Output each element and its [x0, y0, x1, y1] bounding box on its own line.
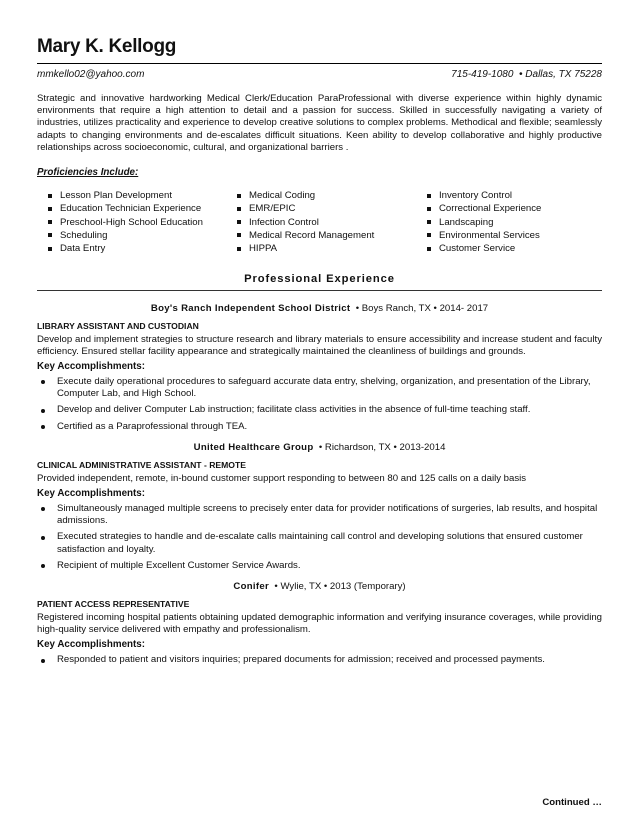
employer-line: United Healthcare Group • Richardson, TX • 2013-2014	[193, 441, 446, 453]
accomplishment-list	[37, 503, 602, 572]
proficiency-item: Landscaping	[416, 216, 541, 229]
proficiency-item: EMR/EPIC	[226, 202, 416, 215]
proficiency-item: Infection Control	[226, 216, 416, 229]
proficiencies-title: Proficiencies Include:	[37, 167, 139, 179]
job-description: Registered incoming hospital patients obtaining updated demographic information and verifying insurance coverages, while providing high-quality service delivered with empathy and professionalism.	[37, 611, 602, 636]
resume-page	[37, 36, 602, 671]
phone-number: 715-419-1080	[451, 69, 514, 80]
square-bullet-icon	[48, 207, 52, 211]
square-bullet-icon	[427, 194, 431, 198]
proficiency-item: Correctional Experience	[416, 202, 541, 215]
bullet-icon	[41, 564, 45, 568]
square-bullet-icon	[427, 247, 431, 251]
square-bullet-icon	[237, 247, 241, 251]
proficiency-item: HIPPA	[226, 242, 416, 255]
continued-note: Continued …	[542, 797, 602, 808]
employer-details: Wylie, TX • 2013 (Temporary)	[280, 580, 406, 592]
candidate-name: Mary K. Kellogg	[37, 36, 177, 57]
square-bullet-icon	[427, 220, 431, 224]
job-title: PATIENT ACCESS REPRESENTATIVE	[37, 598, 190, 609]
employer-details: Boys Ranch, TX • 2014- 2017	[361, 302, 489, 314]
square-bullet-icon	[237, 220, 241, 224]
job-entry	[37, 441, 602, 572]
email-link[interactable]: mmkello02@yahoo.com	[37, 69, 145, 80]
proficiency-item: Preschool-High School Education	[37, 216, 226, 229]
proficiency-item: Data Entry	[37, 242, 226, 255]
square-bullet-icon	[427, 207, 431, 211]
accomplishment-item: Execute daily operational procedures to safeguard accurate data entry, shelving, organization, and presentation of the Library, Computer Lab, and High School.	[37, 376, 602, 400]
square-bullet-icon	[48, 194, 52, 198]
square-bullet-icon	[48, 220, 52, 224]
square-bullet-icon	[48, 233, 52, 237]
accomplishment-item: Simultaneously managed multiple screens to precisely enter data for provider notifications of surgeries, lab results, and hospital admissions.	[37, 503, 602, 527]
accomplishment-item: Develop and deliver Computer Lab instruction; facilitate class activities in the absence of full-time teaching staff.	[37, 404, 602, 416]
proficiency-column	[416, 189, 541, 255]
proficiency-item: Medical Coding	[226, 189, 416, 202]
square-bullet-icon	[48, 247, 52, 251]
square-bullet-icon	[427, 233, 431, 237]
square-bullet-icon	[237, 194, 241, 198]
job-title: CLINICAL ADMINISTRATIVE ASSISTANT - REMOTE	[37, 459, 246, 470]
job-entry	[37, 302, 602, 433]
contact-line	[37, 68, 602, 81]
bullet-icon	[41, 425, 45, 429]
square-bullet-icon	[237, 207, 241, 211]
bullet-icon	[41, 507, 45, 511]
employer-name: Conifer	[233, 580, 270, 592]
job-description: Provided independent, remote, in-bound customer support responding to between 80 and 125 calls on a daily basis	[37, 472, 527, 484]
proficiency-column	[226, 189, 416, 255]
proficiencies-grid	[37, 189, 602, 255]
employer-line: Conifer • Wylie, TX • 2013 (Temporary)	[233, 580, 406, 592]
key-accomplishments-label: Key Accomplishments:	[37, 487, 145, 499]
bullet-icon	[41, 409, 45, 413]
accomplishment-list	[37, 654, 602, 666]
location: Dallas, TX 75228	[525, 69, 602, 80]
job-description: Develop and implement strategies to structure research and library materials to ensure accessibility and increase student and faculty efficiency. Ensured stellar facility appearance and strategically maintained the cleanliness of buildings and grounds.	[37, 333, 602, 357]
accomplishment-list	[37, 376, 602, 433]
square-bullet-icon	[237, 233, 241, 237]
proficiency-item: Education Technician Experience	[37, 202, 226, 215]
proficiency-item: Scheduling	[37, 229, 226, 242]
accomplishment-item: Certified as a Paraprofessional through TEA.	[37, 421, 602, 433]
proficiency-column	[37, 189, 226, 255]
proficiency-item: Environmental Services	[416, 229, 541, 242]
job-entry	[37, 580, 602, 667]
employer-line: Boy's Ranch Independent School District • Boys Ranch, TX • 2014- 2017	[150, 302, 489, 314]
employer-name: Boy's Ranch Independent School District	[150, 302, 351, 314]
proficiency-item: Lesson Plan Development	[37, 189, 226, 202]
employer-name: United Healthcare Group	[193, 441, 314, 453]
proficiency-item: Customer Service	[416, 242, 541, 255]
bullet-icon	[41, 659, 45, 663]
key-accomplishments-label: Key Accomplishments:	[37, 639, 145, 651]
proficiency-item: Inventory Control	[416, 189, 541, 202]
section-divider	[37, 290, 602, 291]
bullet-icon	[41, 380, 45, 384]
professional-summary: Strategic and innovative hardworking Medical Clerk/Education ParaProfessional with diverse experience within highly dynamic environments that require a high attention to detail and a passion for success. Skilled in successfully navigating a variety of industries, utilizes practicality and experience to develop creative solutions to complex problems. Methodical and flexible; seamlessly adapts to changing environments and de-escalates difficult situations. Keen ability to develop collaborative and highly productive relationships across socioeconomic, cultural, and organizational barriers .	[37, 93, 602, 153]
employer-details: Richardson, TX • 2013-2014	[324, 441, 446, 453]
accomplishment-item: Recipient of multiple Excellent Customer Service Awards.	[37, 560, 602, 572]
job-title: LIBRARY ASSISTANT AND CUSTODIAN	[37, 320, 199, 331]
header-divider	[37, 63, 602, 64]
bullet-icon	[41, 536, 45, 540]
experience-section-title: Professional Experience	[244, 272, 395, 285]
accomplishment-item: Executed strategies to handle and de-escalate calls maintaining call control and developing solutions that ensured customer satisfaction and loyalty.	[37, 531, 602, 555]
phone-location: 715-419-1080 • Dallas, TX 75228	[451, 69, 602, 80]
accomplishment-item: Responded to patient and visitors inquiries; prepared documents for admission; received and processed payments.	[37, 654, 602, 666]
key-accomplishments-label: Key Accomplishments:	[37, 360, 145, 372]
proficiency-item: Medical Record Management	[226, 229, 416, 242]
